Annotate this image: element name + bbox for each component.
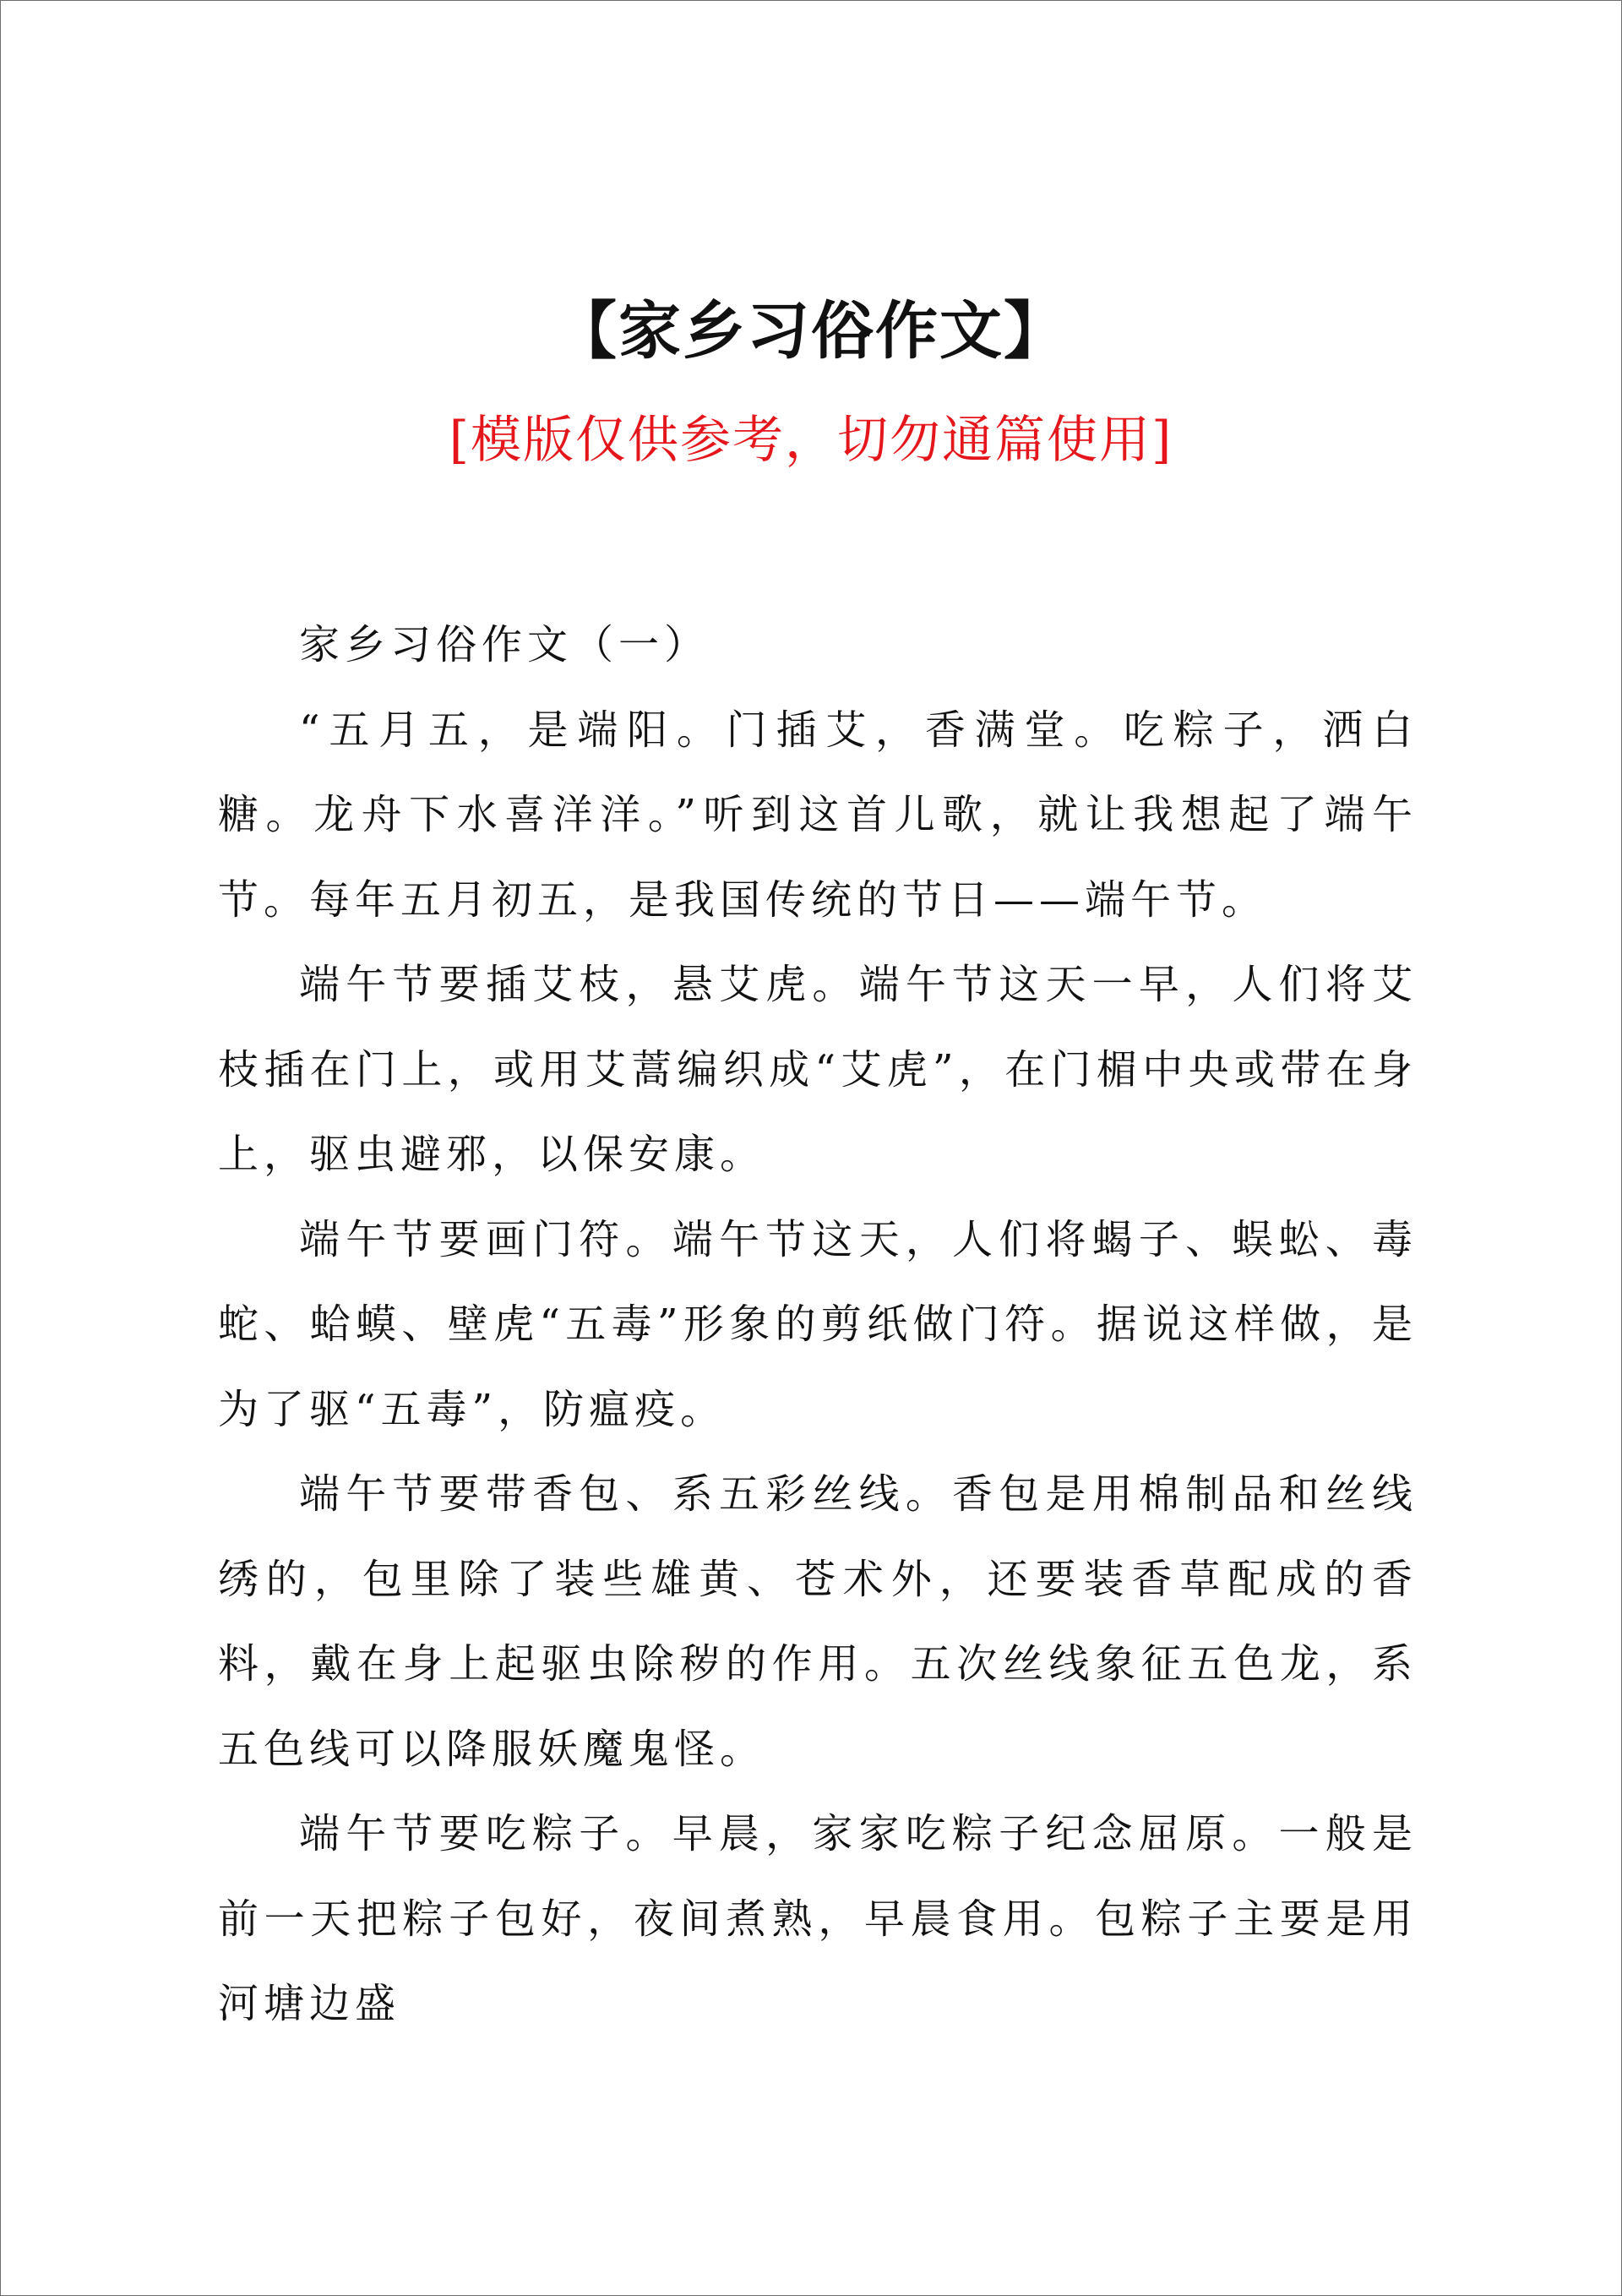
paragraph: “五月五，是端阳。门插艾，香满堂。吃粽子，洒白糖。龙舟下水喜洋洋。”听到这首儿歌，就让我想起了端午节。每年五月初五，是我国传统的节日——端午节。: [218, 706, 1418, 924]
document-title: 【家乡习俗作文】: [554, 295, 1068, 368]
template-notice: [模版仅供参考，切勿通篇使用]: [449, 411, 1173, 470]
paragraph: 端午节要画门符。端午节这天，人们将蝎子、蜈蚣、毒蛇、蛤蟆、壁虎“五毒”形象的剪纸做门符。据说这样做，是为了驱“五毒”，防瘟疫。: [218, 1215, 1418, 1433]
paragraph: 端午节要带香包、系五彩丝线。香包是用棉制品和丝线绣的，包里除了装些雄黄、苍术外，还要装香草配成的香料，戴在身上起驱虫除秽的作用。五次丝线象征五色龙，系五色线可以降服妖魔鬼怪。: [218, 1470, 1418, 1773]
essay-body: [218, 603, 1418, 2047]
section-heading: 家乡习俗作文（一）: [299, 621, 710, 668]
paragraph: 端午节要插艾枝，悬艾虎。端午节这天一早，人们将艾枝插在门上，或用艾蒿编织成“艾虎”，在门楣中央或带在身上，驱虫避邪，以保安康。: [218, 961, 1418, 1178]
paragraph: 端午节要吃粽子。早晨，家家吃粽子纪念屈原。一般是前一天把粽子包好，夜间煮熟，早晨食用。包粽子主要是用河塘边盛: [218, 1810, 1418, 2027]
